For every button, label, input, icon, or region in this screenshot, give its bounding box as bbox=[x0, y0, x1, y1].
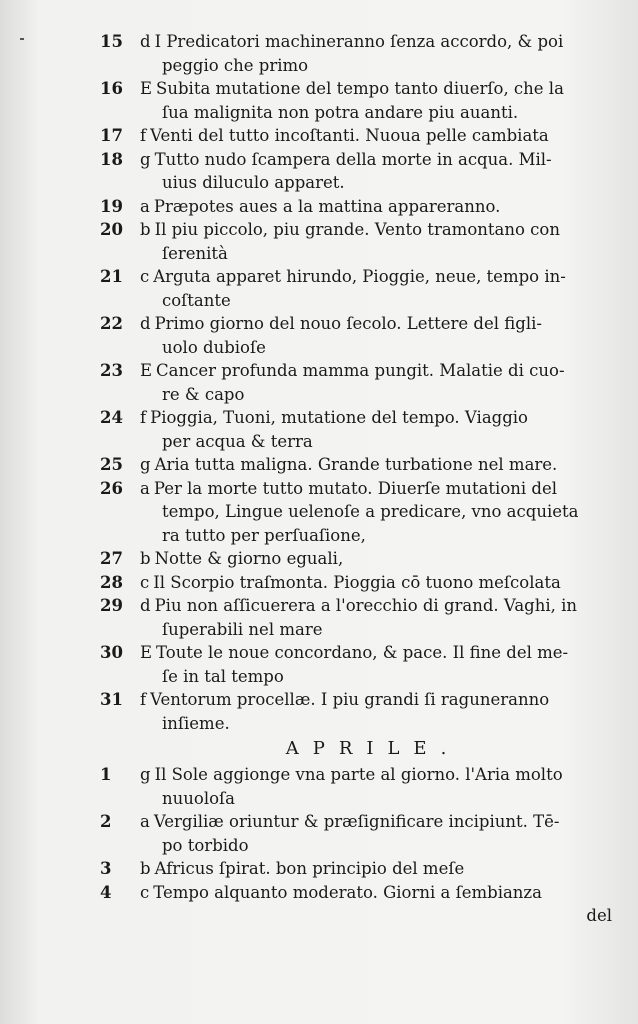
entry-march-22 bbox=[100, 312, 616, 359]
day-number: 15 bbox=[100, 32, 123, 51]
entry-march-17 bbox=[100, 124, 616, 148]
entry-line: E Subita mutatione del tempo tanto diuerſo, che la bbox=[140, 79, 564, 98]
entry-line: f Venti del tutto incoſtanti. Nuoua pelle cambiata bbox=[140, 126, 549, 145]
entry-line: c Arguta apparet hirundo, Pioggie, neue, tempo in- bbox=[140, 267, 566, 286]
entry-march-24 bbox=[100, 406, 616, 453]
entry-line: b Africus ſpirat. bon principio del meſe bbox=[140, 859, 465, 878]
dominical-letter: c bbox=[140, 267, 150, 286]
entry-line: f Ventorum procellæ. I piu grandi ſi raguneranno bbox=[140, 690, 550, 709]
entry-line: a Vergiliæ oriuntur & præſignificare incipiunt. Tē- bbox=[140, 812, 560, 831]
entry-line: uolo dubioſe bbox=[162, 337, 266, 357]
entry-line: nuuoloſa bbox=[162, 788, 235, 808]
entry-line: b Il piu piccolo, piu grande. Vento tramontano con bbox=[140, 220, 560, 239]
dominical-letter: E bbox=[140, 361, 153, 380]
month-heading: APRILE. bbox=[285, 738, 461, 759]
day-number: 1 bbox=[100, 765, 112, 784]
entry-line: ſerenità bbox=[162, 243, 228, 263]
entry-april-1 bbox=[100, 763, 616, 810]
entry-line: re & capo bbox=[162, 384, 245, 404]
day-number: 28 bbox=[100, 572, 123, 592]
entry-april-3 bbox=[100, 857, 616, 881]
entry-line: ſe in tal tempo bbox=[162, 666, 284, 686]
dominical-letter: a bbox=[140, 812, 150, 831]
day-number: 18 bbox=[100, 149, 123, 169]
day-number: 4 bbox=[100, 882, 112, 902]
entry-line: po torbido bbox=[162, 835, 249, 855]
entry-march-16 bbox=[100, 77, 616, 124]
entry-line: peggio che primo bbox=[162, 55, 309, 75]
entry-line: E Toute le noue concordano, & pace. Il fine del me- bbox=[140, 643, 569, 662]
entry-march-30 bbox=[100, 641, 616, 688]
entry-march-26 bbox=[100, 477, 616, 548]
dominical-letter: d bbox=[140, 32, 151, 51]
entry-march-23 bbox=[100, 359, 616, 406]
entry-march-25 bbox=[100, 453, 616, 477]
entry-line: f Pioggia, Tuoni, mutatione del tempo. Viaggio bbox=[140, 408, 528, 427]
entry-line: d Piu non aſſicuerera a l'orecchio di grand. Vaghi, in bbox=[140, 596, 578, 615]
entry-march-31 bbox=[100, 688, 616, 735]
day-number: 31 bbox=[100, 690, 123, 709]
dominical-letter: f bbox=[140, 126, 147, 145]
dominical-letter: f bbox=[140, 408, 147, 427]
entry-line: ſuperabili nel mare bbox=[162, 619, 323, 639]
entry-line: coſtante bbox=[162, 290, 231, 310]
dominical-letter: b bbox=[140, 549, 151, 568]
entry-line: g Tutto nudo ſcampera della morte in acqua. Mil- bbox=[140, 149, 552, 169]
dominical-letter: c bbox=[140, 882, 150, 902]
day-number: 27 bbox=[100, 549, 123, 568]
entry-line: uius diluculo apparet. bbox=[162, 173, 345, 192]
dominical-letter: b bbox=[140, 220, 151, 239]
entry-line: c Il Scorpio traſmonta. Pioggia cō tuono meſcolata bbox=[140, 572, 561, 592]
entry-line: g Il Sole aggionge vna parte al giorno. l'Aria molto bbox=[140, 765, 563, 784]
entry-line: ſua malignita non potra andare piu auanti. bbox=[162, 102, 519, 122]
entry-line: a Præpotes aues a la mattina appareranno. bbox=[140, 196, 501, 216]
day-number: 24 bbox=[100, 408, 123, 427]
entry-line: b Notte & giorno eguali, bbox=[140, 549, 344, 568]
dominical-letter: E bbox=[140, 643, 153, 662]
entry-april-4 bbox=[100, 881, 616, 905]
entry-line: a Per la morte tutto mutato. Diuerſe mutationi del bbox=[140, 478, 558, 498]
dominical-letter: g bbox=[140, 455, 151, 474]
dominical-letter: d bbox=[140, 314, 151, 333]
entry-march-27 bbox=[100, 547, 616, 571]
dominical-letter: g bbox=[140, 765, 151, 784]
entry-march-19 bbox=[100, 195, 616, 219]
day-number: 17 bbox=[100, 126, 123, 145]
entry-line: d I Predicatori machineranno ſenza accordo, & poi bbox=[140, 32, 564, 51]
day-number: 19 bbox=[100, 196, 123, 216]
catchword: del bbox=[586, 906, 612, 925]
entry-line: per acqua & terra bbox=[162, 431, 313, 451]
dominical-letter: a bbox=[140, 478, 150, 498]
almanac-text bbox=[100, 30, 616, 928]
entry-line: ra tutto per perſuaſione, bbox=[162, 525, 366, 545]
day-number: 20 bbox=[100, 220, 123, 239]
day-number: 30 bbox=[100, 643, 123, 662]
entry-march-15 bbox=[100, 30, 616, 77]
entry-april-2 bbox=[100, 810, 616, 857]
entry-line: E Cancer profunda mamma pungit. Malatie di cuo- bbox=[140, 361, 565, 380]
entry-line: g Aria tutta maligna. Grande turbatione nel mare. bbox=[140, 455, 558, 474]
day-number: 23 bbox=[100, 361, 123, 380]
day-number: 29 bbox=[100, 596, 123, 615]
ink-speck bbox=[20, 38, 24, 40]
day-number: 22 bbox=[100, 314, 123, 333]
dominical-letter: E bbox=[140, 79, 153, 98]
dominical-letter: a bbox=[140, 196, 150, 216]
entry-line: inſieme. bbox=[162, 713, 230, 733]
dominical-letter: b bbox=[140, 859, 151, 878]
entry-march-20 bbox=[100, 218, 616, 265]
day-number: 3 bbox=[100, 859, 112, 878]
entry-line: tempo, Lingue uelenoſe a predicare, vno acquieta bbox=[162, 502, 579, 521]
entry-line: c Tempo alquanto moderato. Giorni a ſembianza bbox=[140, 882, 542, 902]
day-number: 21 bbox=[100, 267, 123, 286]
dominical-letter: f bbox=[140, 690, 147, 709]
day-number: 2 bbox=[100, 812, 112, 831]
dominical-letter: d bbox=[140, 596, 151, 615]
entry-march-28 bbox=[100, 571, 616, 595]
entry-march-21 bbox=[100, 265, 616, 312]
dominical-letter: c bbox=[140, 572, 150, 592]
dominical-letter: g bbox=[140, 149, 151, 169]
entry-line: d Primo giorno del nouo ſecolo. Lettere del figli- bbox=[140, 314, 542, 333]
day-number: 25 bbox=[100, 455, 123, 474]
entry-march-29 bbox=[100, 594, 616, 641]
day-number: 26 bbox=[100, 478, 123, 498]
entry-march-18 bbox=[100, 148, 616, 195]
day-number: 16 bbox=[100, 79, 123, 98]
